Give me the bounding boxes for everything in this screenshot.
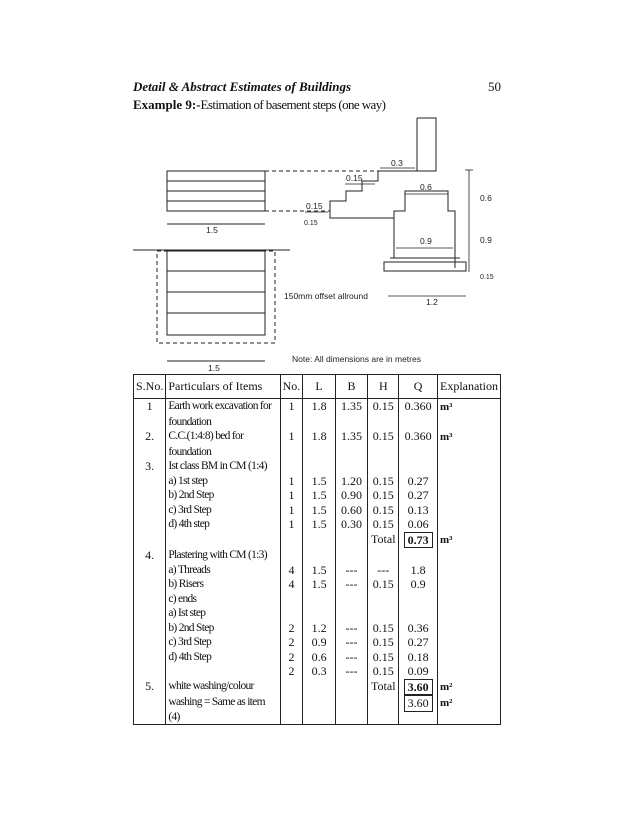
dim-1-5-top: 1.5 <box>206 225 218 235</box>
cell-breadth <box>335 695 368 725</box>
table-row <box>134 445 501 460</box>
cell-explanation <box>438 503 501 518</box>
cell-breadth: --- <box>335 635 368 650</box>
cell-no: 1 <box>280 474 303 489</box>
cell-no: 2 <box>280 650 303 665</box>
cell-sno <box>134 517 166 532</box>
cell-height <box>368 606 399 621</box>
table-body <box>134 399 501 725</box>
cell-explanation <box>438 650 501 665</box>
cell-quantity <box>399 679 438 696</box>
cell-explanation <box>438 415 501 430</box>
cell-quantity <box>399 548 438 563</box>
cell-length <box>303 679 335 696</box>
cell-length: 1.5 <box>303 563 335 578</box>
cell-quantity <box>399 445 438 460</box>
cell-particulars: foundation <box>166 415 280 430</box>
cell-particulars: c) 3rd Step <box>166 503 280 518</box>
cell-no: 1 <box>280 503 303 518</box>
cell-quantity <box>399 459 438 474</box>
cell-sno: 2. <box>134 429 166 445</box>
cell-height: 0.15 <box>368 399 399 415</box>
cell-breadth: 0.60 <box>335 503 368 518</box>
table-row <box>134 577 501 592</box>
cell-breadth <box>335 592 368 607</box>
cell-sno: 4. <box>134 548 166 563</box>
cell-height: 0.15 <box>368 517 399 532</box>
cell-length: 0.9 <box>303 635 335 650</box>
total-quantity-box: 3.60 <box>404 695 433 712</box>
cell-sno <box>134 563 166 578</box>
cell-sno <box>134 503 166 518</box>
dimensions-note: Note: All dimensions are in metres <box>292 354 421 364</box>
cell-breadth: 0.30 <box>335 517 368 532</box>
cell-height: 0.15 <box>368 577 399 592</box>
header-sno: S.No. <box>134 375 166 399</box>
table-row <box>134 695 501 725</box>
cell-particulars: foundation <box>166 445 280 460</box>
cell-no <box>280 532 303 549</box>
table-row <box>134 548 501 563</box>
cell-no: 4 <box>280 563 303 578</box>
cell-length: 0.3 <box>303 664 335 679</box>
cell-no: 2 <box>280 635 303 650</box>
cell-sno <box>134 650 166 665</box>
cell-no: 2 <box>280 621 303 636</box>
cell-length: 1.5 <box>303 474 335 489</box>
cell-quantity: 0.27 <box>399 635 438 650</box>
cell-particulars: Earth work excavation for <box>166 399 280 415</box>
header-l: L <box>303 375 335 399</box>
cell-height <box>368 592 399 607</box>
cell-particulars: washing = Same as item (4) <box>166 695 280 725</box>
dim-0-15-c: 0.15 <box>304 220 318 227</box>
cell-quantity: 0.06 <box>399 517 438 532</box>
cell-particulars: Plastering with CM (1:3) <box>166 548 280 563</box>
cell-explanation <box>438 679 501 696</box>
cell-sno <box>134 664 166 679</box>
cell-explanation <box>438 399 501 415</box>
cell-quantity: 0.09 <box>399 664 438 679</box>
cell-breadth <box>335 415 368 430</box>
cell-particulars: a) 1st step <box>166 474 280 489</box>
cell-height <box>368 695 399 725</box>
cell-breadth <box>335 679 368 696</box>
cell-quantity: 0.360 <box>399 399 438 415</box>
cell-sno <box>134 474 166 489</box>
table-row <box>134 517 501 532</box>
cell-quantity <box>399 532 438 549</box>
dim-0-9-inner: 0.9 <box>420 236 432 246</box>
cell-height: --- <box>368 563 399 578</box>
cell-length: 1.5 <box>303 517 335 532</box>
example-title: Estimation of basement steps (one way) <box>200 97 386 112</box>
cell-particulars: C.C.(1:4:8) bed for <box>166 429 280 445</box>
cell-explanation <box>438 429 501 445</box>
unit-label: m² <box>440 680 453 693</box>
cell-explanation <box>438 606 501 621</box>
cell-breadth: 1.20 <box>335 474 368 489</box>
cell-quantity <box>399 606 438 621</box>
cell-quantity <box>399 592 438 607</box>
table-row <box>134 621 501 636</box>
table-row <box>134 635 501 650</box>
cell-length: 1.5 <box>303 488 335 503</box>
cell-length <box>303 592 335 607</box>
cell-quantity: 0.360 <box>399 429 438 445</box>
cell-no: 2 <box>280 664 303 679</box>
header-no: No. <box>280 375 303 399</box>
step-profile <box>330 171 417 211</box>
right-dim-0-15: 0.15 <box>480 274 494 281</box>
cell-length <box>303 532 335 549</box>
cell-no <box>280 459 303 474</box>
cell-length: 1.5 <box>303 577 335 592</box>
cell-height: 0.15 <box>368 474 399 489</box>
plan-view-steps <box>167 171 265 211</box>
cell-particulars: b) Risers <box>166 577 280 592</box>
dim-0-6-inner: 0.6 <box>420 182 432 192</box>
cell-breadth: --- <box>335 650 368 665</box>
table-row <box>134 399 501 415</box>
cell-quantity: 0.9 <box>399 577 438 592</box>
footing-base <box>384 262 466 271</box>
table-row <box>134 459 501 474</box>
table-row <box>134 592 501 607</box>
cell-breadth <box>335 532 368 549</box>
unit-label: m³ <box>440 533 453 546</box>
cell-height <box>368 415 399 430</box>
cell-height: 0.15 <box>368 503 399 518</box>
cell-particulars <box>166 664 280 679</box>
cell-no <box>280 679 303 696</box>
cell-sno <box>134 621 166 636</box>
cell-particulars: b) 2nd Step <box>166 621 280 636</box>
cell-height <box>368 548 399 563</box>
cell-length <box>303 548 335 563</box>
table-row <box>134 679 501 696</box>
dim-1-2: 1.2 <box>426 297 438 307</box>
wall-face-line <box>394 191 455 268</box>
cell-no: 1 <box>280 517 303 532</box>
cell-no <box>280 548 303 563</box>
cell-explanation <box>438 474 501 489</box>
cell-length <box>303 695 335 725</box>
cell-quantity: 0.13 <box>399 503 438 518</box>
dim-0-3: 0.3 <box>391 158 403 168</box>
cell-explanation <box>438 563 501 578</box>
cell-explanation <box>438 592 501 607</box>
table-row <box>134 474 501 489</box>
cell-length <box>303 459 335 474</box>
cell-sno <box>134 635 166 650</box>
cell-length <box>303 606 335 621</box>
cell-no <box>280 445 303 460</box>
cell-particulars: a) Ist step <box>166 606 280 621</box>
cell-no: 1 <box>280 488 303 503</box>
cell-breadth <box>335 606 368 621</box>
cell-explanation <box>438 577 501 592</box>
cell-breadth: --- <box>335 621 368 636</box>
cell-no <box>280 606 303 621</box>
header-q: Q <box>399 375 438 399</box>
cell-height: Total <box>368 532 399 549</box>
cell-no <box>280 592 303 607</box>
cell-particulars: c) 3rd Step <box>166 635 280 650</box>
wall-above-steps <box>417 118 436 171</box>
header-h: H <box>368 375 399 399</box>
unit-label: m² <box>440 697 453 709</box>
cell-quantity <box>399 695 438 725</box>
cell-breadth <box>335 548 368 563</box>
step-bottom-line <box>330 211 394 218</box>
cell-explanation <box>438 445 501 460</box>
table-row <box>134 503 501 518</box>
example-label: Example 9:- <box>133 97 201 112</box>
right-dimension-line <box>465 170 473 272</box>
cell-explanation <box>438 532 501 549</box>
cell-no <box>280 695 303 725</box>
lower-steps-outline <box>167 251 265 335</box>
cell-explanation <box>438 517 501 532</box>
dim-0-15-b: 0.15 <box>306 201 323 211</box>
cell-height: 0.15 <box>368 664 399 679</box>
right-dim-0-6: 0.6 <box>480 193 492 203</box>
cell-length: 1.2 <box>303 621 335 636</box>
cell-no: 1 <box>280 399 303 415</box>
cell-explanation <box>438 635 501 650</box>
table-row <box>134 606 501 621</box>
header-explanation: Explanation <box>438 375 501 399</box>
cell-no: 4 <box>280 577 303 592</box>
cell-breadth: 0.90 <box>335 488 368 503</box>
cell-height: 0.15 <box>368 635 399 650</box>
total-quantity-box: 3.60 <box>404 679 433 696</box>
cell-particulars: white washing/colour <box>166 679 280 696</box>
table-row <box>134 415 501 430</box>
table-header-row <box>134 375 501 399</box>
cell-explanation <box>438 548 501 563</box>
cell-quantity: 1.8 <box>399 563 438 578</box>
cell-explanation <box>438 459 501 474</box>
offset-note: 150mm offset allround <box>284 291 368 301</box>
cell-sno <box>134 415 166 430</box>
lower-plan-steps <box>157 251 275 343</box>
cell-sno: 5. <box>134 679 166 696</box>
cell-height: 0.15 <box>368 429 399 445</box>
cell-breadth: 1.35 <box>335 399 368 415</box>
cell-quantity: 0.18 <box>399 650 438 665</box>
cell-quantity: 0.27 <box>399 488 438 503</box>
cell-explanation <box>438 664 501 679</box>
cell-sno <box>134 445 166 460</box>
cell-quantity: 0.27 <box>399 474 438 489</box>
cell-breadth: --- <box>335 563 368 578</box>
cell-explanation <box>438 621 501 636</box>
cell-length: 1.5 <box>303 503 335 518</box>
cell-sno <box>134 532 166 549</box>
cell-breadth: --- <box>335 664 368 679</box>
cell-height: 0.15 <box>368 650 399 665</box>
cell-length <box>303 445 335 460</box>
book-title: Detail & Abstract Estimates of Buildings <box>133 79 352 94</box>
cell-particulars: c) ends <box>166 592 280 607</box>
cell-length: 1.8 <box>303 429 335 445</box>
cell-breadth <box>335 445 368 460</box>
basement-steps-drawing <box>0 0 638 372</box>
cell-particulars: d) 4th step <box>166 517 280 532</box>
cell-sno <box>134 592 166 607</box>
cell-particulars: Ist class BM in CM (1:4) <box>166 459 280 474</box>
total-quantity-box: 0.73 <box>404 532 433 549</box>
right-dim-0-9: 0.9 <box>480 235 492 245</box>
cell-no: 1 <box>280 429 303 445</box>
cell-sno <box>134 695 166 725</box>
cell-height: 0.15 <box>368 621 399 636</box>
cell-sno: 3. <box>134 459 166 474</box>
unit-label: m³ <box>440 431 453 443</box>
cell-height: Total <box>368 679 399 696</box>
plan-dashed-outline <box>265 171 397 211</box>
cell-particulars <box>166 532 280 549</box>
cell-quantity <box>399 415 438 430</box>
unit-label: m³ <box>440 401 453 413</box>
table-row <box>134 650 501 665</box>
cell-sno <box>134 606 166 621</box>
cell-length <box>303 415 335 430</box>
estimate-table <box>133 374 501 725</box>
cell-explanation <box>438 695 501 725</box>
offset-dashed-outline <box>157 251 275 343</box>
header-particulars: Particulars of Items <box>166 375 280 399</box>
table-row <box>134 429 501 445</box>
cell-breadth: --- <box>335 577 368 592</box>
cell-height: 0.15 <box>368 488 399 503</box>
cell-sno <box>134 577 166 592</box>
table-row <box>134 563 501 578</box>
cell-explanation <box>438 488 501 503</box>
cell-length: 1.8 <box>303 399 335 415</box>
page-number: 50 <box>488 79 501 94</box>
cell-length: 0.6 <box>303 650 335 665</box>
cell-breadth <box>335 459 368 474</box>
header-b: B <box>335 375 368 399</box>
cell-height <box>368 445 399 460</box>
cell-quantity: 0.36 <box>399 621 438 636</box>
cell-breadth: 1.35 <box>335 429 368 445</box>
table-row <box>134 664 501 679</box>
table-row <box>134 488 501 503</box>
table-row <box>134 532 501 549</box>
cell-no <box>280 415 303 430</box>
dim-1-5-bottom: 1.5 <box>208 363 220 372</box>
cell-particulars: b) 2nd Step <box>166 488 280 503</box>
cell-height <box>368 459 399 474</box>
cell-particulars: d) 4th Step <box>166 650 280 665</box>
cell-particulars: a) Threads <box>166 563 280 578</box>
cell-sno <box>134 488 166 503</box>
dim-0-15-a: 0.15 <box>346 173 363 183</box>
cell-sno: 1 <box>134 399 166 415</box>
